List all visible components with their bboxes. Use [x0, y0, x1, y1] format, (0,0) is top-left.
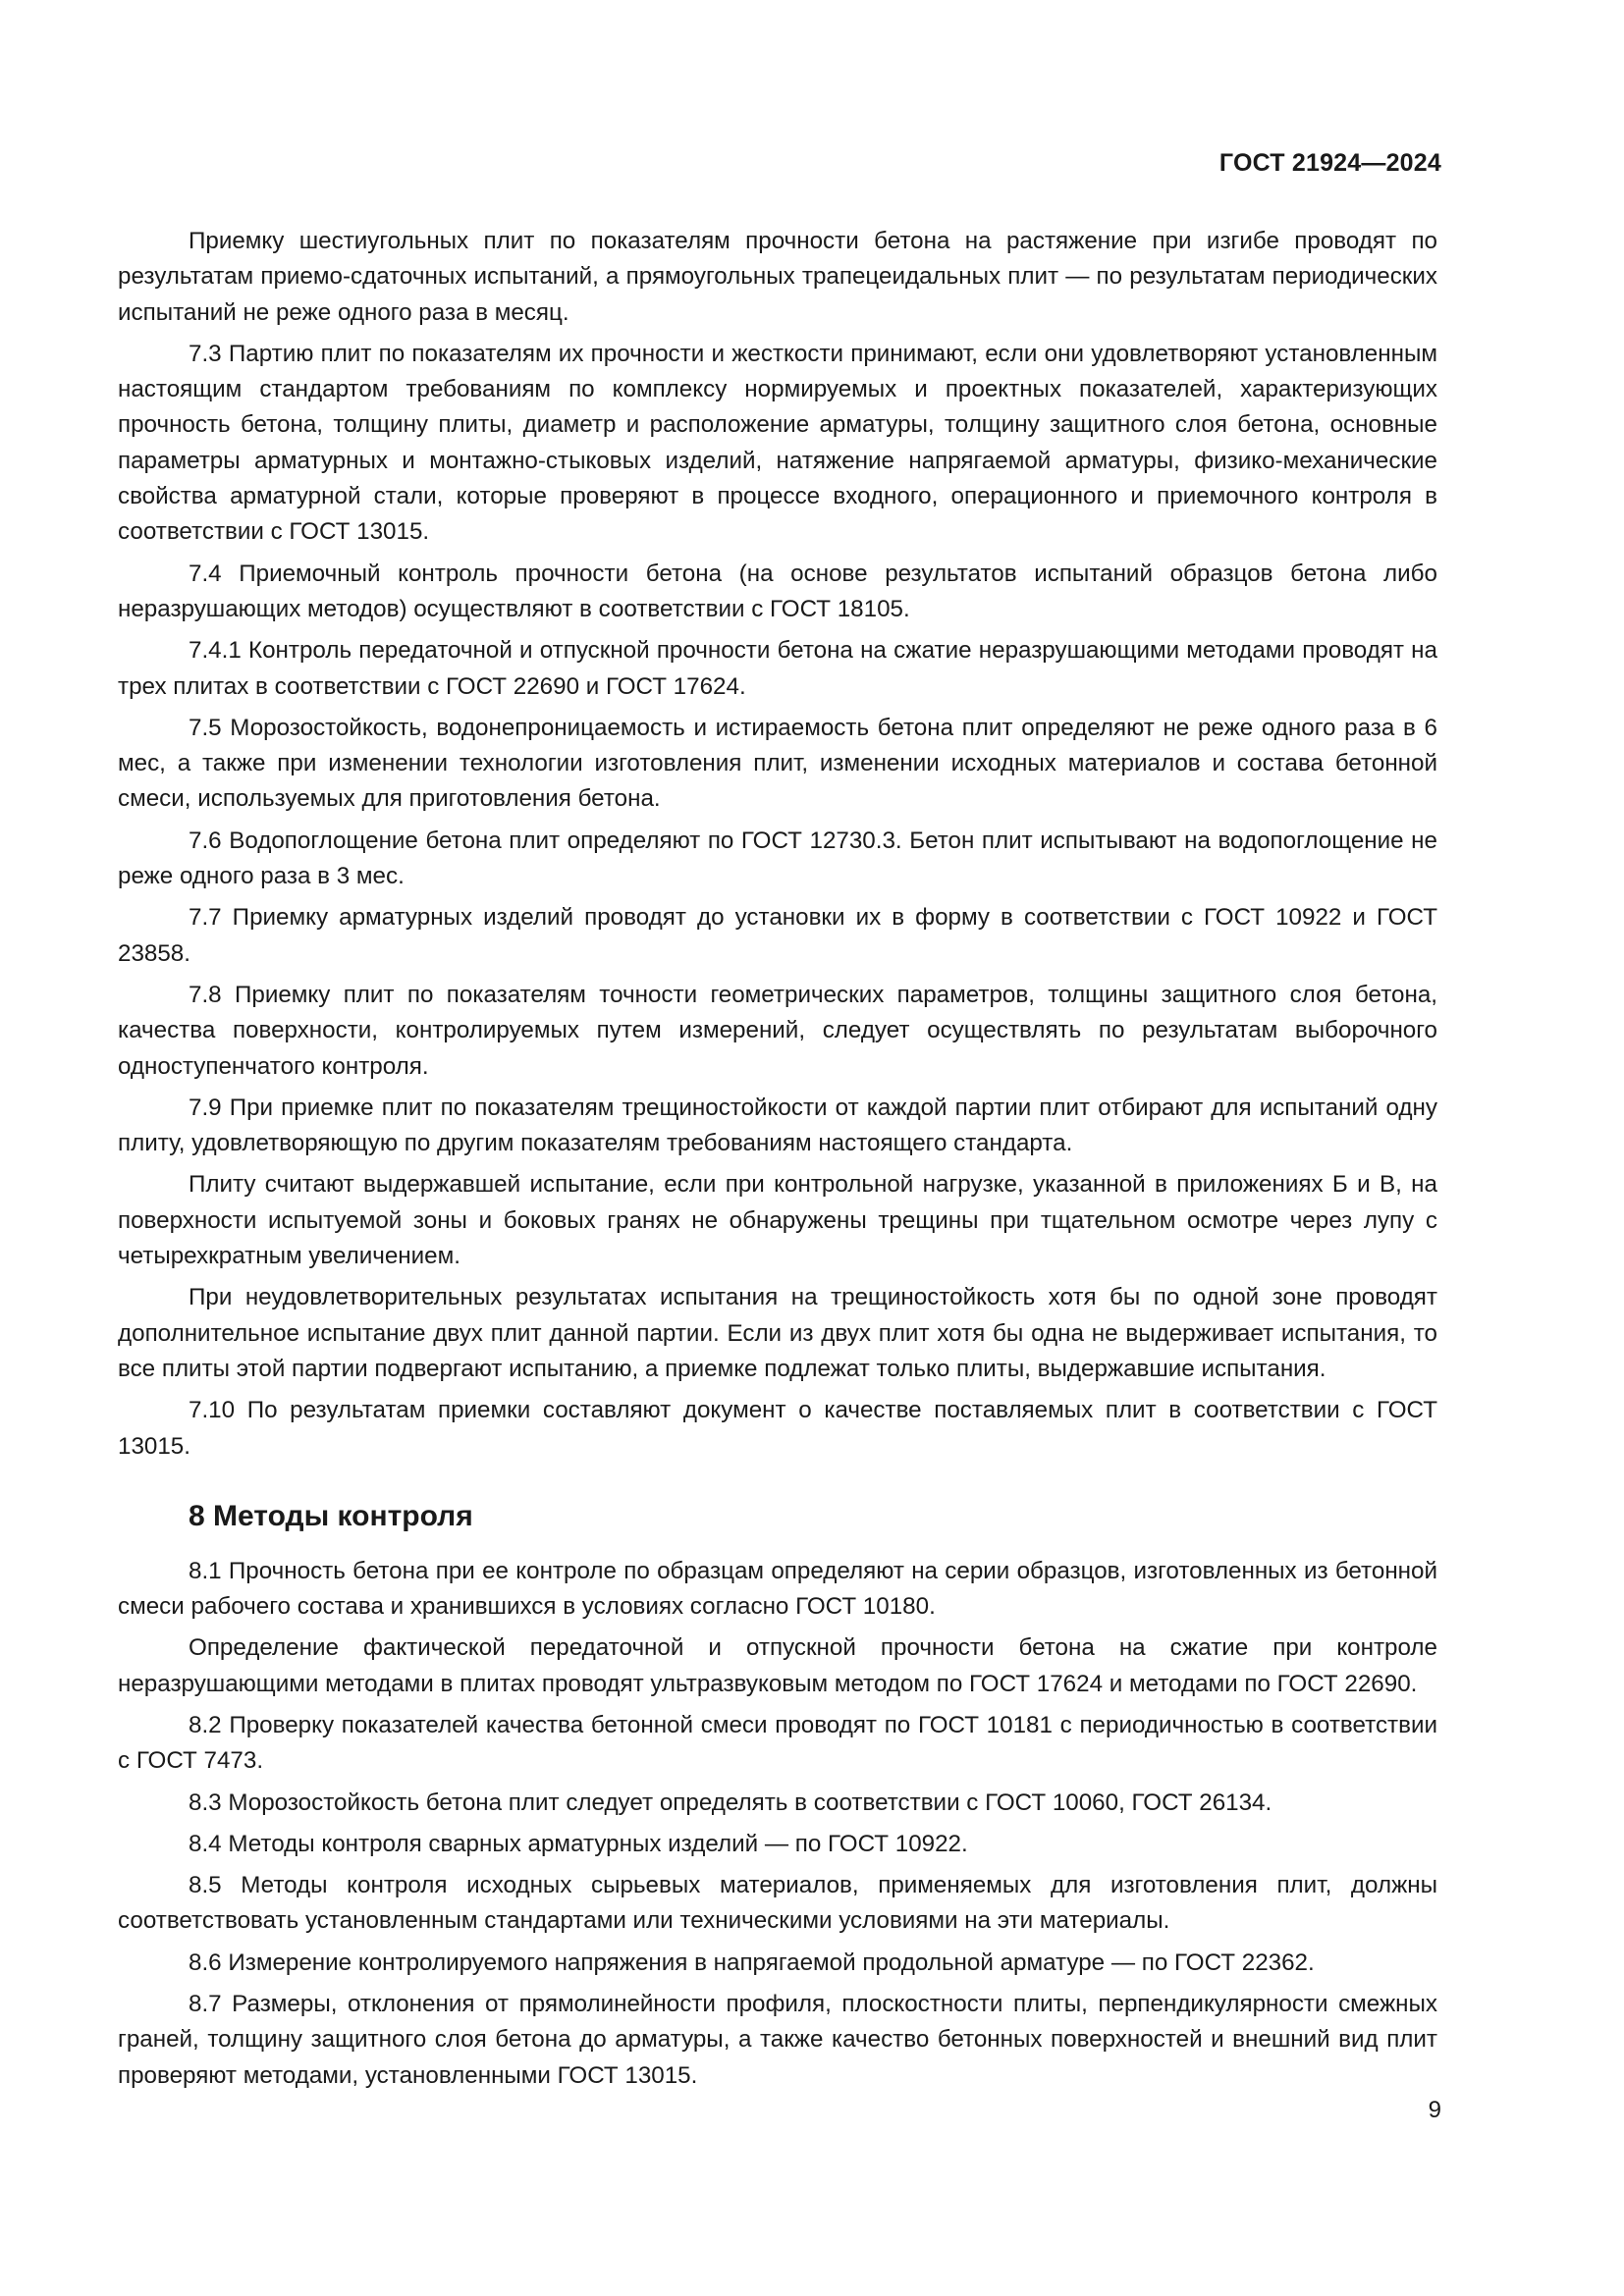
paragraph-7-7: 7.7 Приемку арматурных изделий проводят до установки их в форму в соответствии с ГОСТ 10922 и ГОСТ 23858. — [118, 904, 1437, 967]
paragraph-7-9-retest: При неудовлетворительных результатах испытания на трещиностойкость хотя бы по одной зоне проводят дополнительное испытание двух плит данной партии. Если из двух плит хотя бы одна не выдерживает испытания, то все плиты этой партии подвергают испытанию, а приемке подлежат только плиты, выдержавшие испытания. — [118, 1284, 1437, 1382]
paragraph-7-4-1: 7.4.1 Контроль передаточной и отпускной прочности бетона на сжатие неразрушающими методами проводят на трех плитах в соответствии с ГОСТ 22690 и ГОСТ 17624. — [118, 637, 1437, 700]
paragraph-7-4: 7.4 Приемочный контроль прочности бетона (на основе результатов испытаний образцов бетона либо неразрушающих методов) осуществляют в соответствии с ГОСТ 18105. — [118, 560, 1437, 622]
paragraph-7-9: 7.9 При приемке плит по показателям трещиностойкости от каждой партии плит отбирают для испытаний одну плиту, удовлетворяющую по другим показателям требованиям настоящего стандарта. — [118, 1094, 1437, 1157]
section-heading-control-methods: 8 Методы контроля — [189, 1499, 473, 1532]
document-body — [118, 224, 1437, 2100]
paragraph-7-9-criteria: Плиту считают выдержавшей испытание, если при контрольной нагрузке, указанной в приложениях Б и В, на поверхности испытуемой зоны и боковых гранях не обнаружены трещины при тщательном осмотре через лупу с четырехкратным увеличением. — [118, 1171, 1437, 1270]
paragraph-8-1: 8.1 Прочность бетона при ее контроле по образцам определяют на серии образцов, изготовленных из бетонной смеси рабочего состава и хранившихся в условиях согласно ГОСТ 10180. — [118, 1557, 1437, 1621]
paragraph-7-8: 7.8 Приемку плит по показателям точности геометрических параметров, толщины защитного слоя бетона, качества поверхности, контролируемых путем измерений, следует осуществлять по результатам выборочного одноступенчатого контроля. — [118, 981, 1437, 1080]
paragraph-8-4: 8.4 Методы контроля сварных арматурных изделий — по ГОСТ 10922. — [189, 1830, 968, 1857]
paragraph-8-6: 8.6 Измерение контролируемого напряжения в напрягаемой продольной арматуре — по ГОСТ 22362. — [189, 1949, 1315, 1976]
paragraph-7-10: 7.10 По результатам приемки составляют документ о качестве поставляемых плит в соответствии с ГОСТ 13015. — [118, 1397, 1437, 1460]
paragraph-7-6: 7.6 Водопоглощение бетона плит определяют по ГОСТ 12730.3. Бетон плит испытывают на водопоглощение не реже одного раза в 3 мес. — [118, 827, 1437, 890]
paragraph-7-3: 7.3 Партию плит по показателям их прочности и жесткости принимают, если они удовлетворяют установленным настоящим стандартом требованиям по комплексу нормируемых и проектных показателей, характеризующих прочность бетона, толщину плиты, диаметр и расположение арматуры, толщину защитного слоя бетона, основные параметры арматурных и монтажно-стыковых изделий, натяжение напрягаемой арматуры, физико-механические свойства арматурной стали, которые проверяют в процессе входного, операционного и приемочного контроля в соответствии с ГОСТ 13015. — [118, 340, 1437, 546]
document-code-header: ГОСТ 21924—2024 — [1218, 149, 1441, 177]
paragraph-8-2: 8.2 Проверку показателей качества бетонной смеси проводят по ГОСТ 10181 с периодичностью в соответствии с ГОСТ 7473. — [118, 1711, 1437, 1775]
paragraph-7-2-continued: Приемку шестиугольных плит по показателям прочности бетона на растяжение при изгибе проводят по результатам приемо-сдаточных испытаний, а прямоугольных трапецеидальных плит — по результатам периодических испытаний не реже одного раза в месяц. — [118, 228, 1437, 326]
paragraph-8-3: 8.3 Морозостойкость бетона плит следует определять в соответствии с ГОСТ 10060, ГОСТ 26134. — [189, 1789, 1272, 1816]
page-number: 9 — [1428, 2097, 1441, 2123]
paragraph-8-5: 8.5 Методы контроля исходных сырьевых материалов, применяемых для изготовления плит, должны соответствовать установленным стандартами или техническими условиями на эти материалы. — [118, 1872, 1437, 1935]
paragraph-7-5: 7.5 Морозостойкость, водонепроницаемость и истираемость бетона плит определяют не реже одного раза в 6 мес, а также при изменении технологии изготовления плит, изменении исходных материалов и состава бетонной смеси, используемых для приготовления бетона. — [118, 714, 1437, 813]
paragraph-8-7: 8.7 Размеры, отклонения от прямолинейности профиля, плоскостности плиты, перпендикулярности смежных граней, толщину защитного слоя бетона до арматуры, а также качество бетонных поверхностей и внешний вид плит проверяют методами, установленными ГОСТ 13015. — [118, 1991, 1437, 2089]
paragraph-8-1-nondestructive: Определение фактической передаточной и отпускной прочности бетона на сжатие при контроле неразрушающими методами в плитах проводят ультразвуковым методом по ГОСТ 17624 и методами по ГОСТ 22690. — [118, 1634, 1437, 1697]
